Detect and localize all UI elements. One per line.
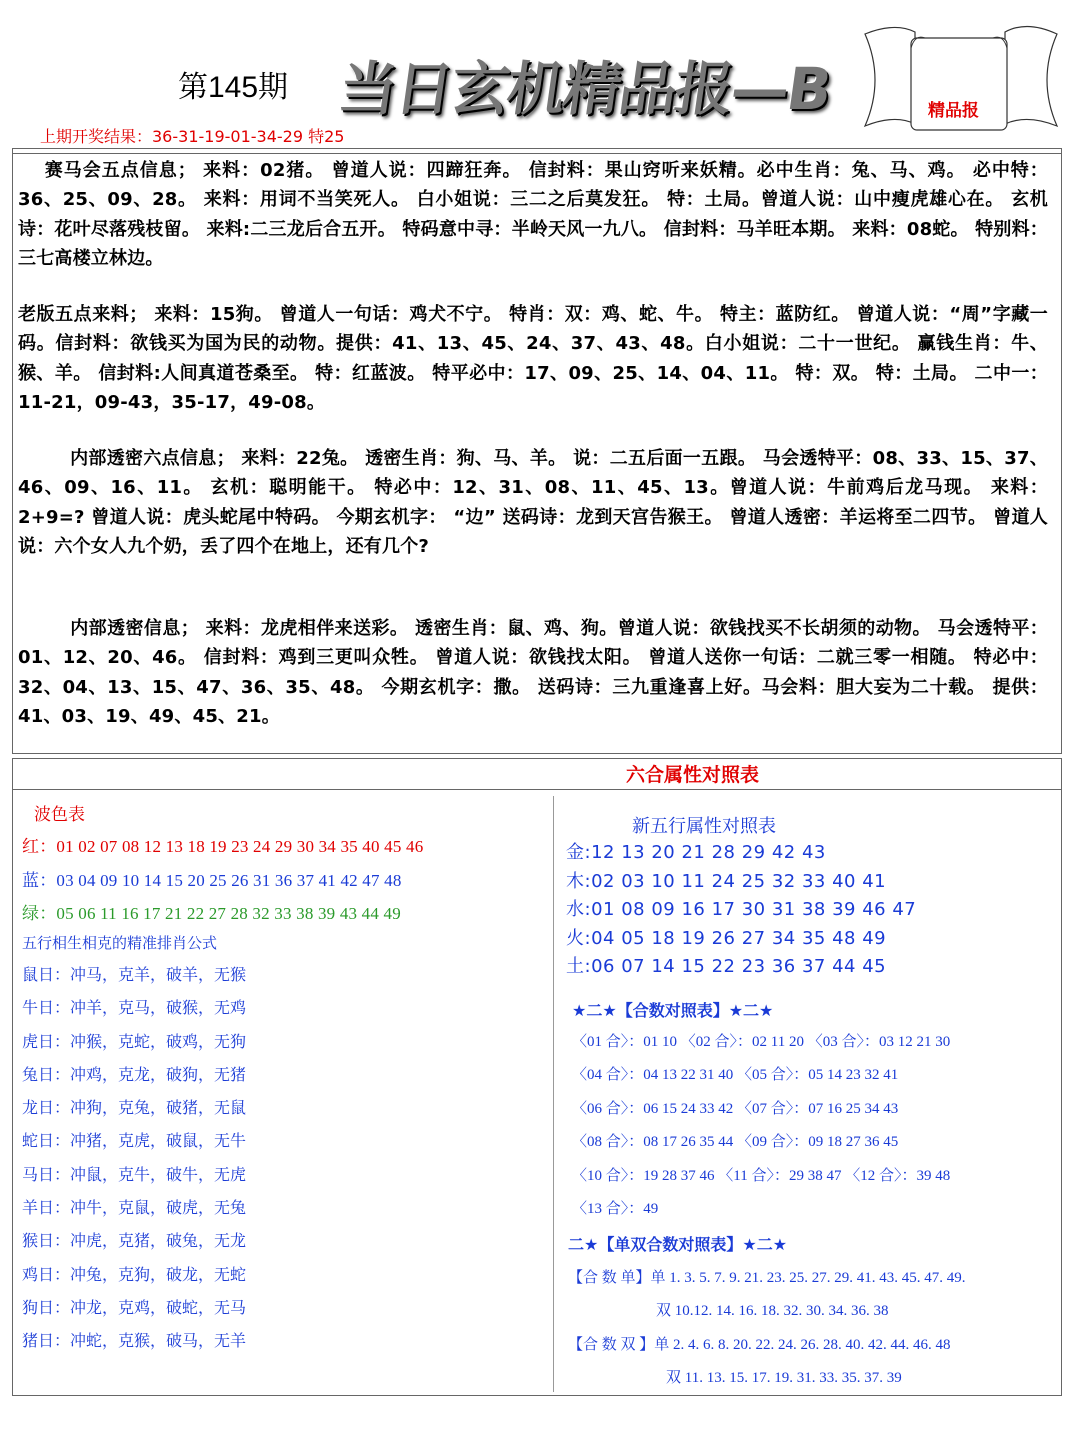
danshuang-odd-even-line: 双 10.12. 14. 16. 18. 32. 30. 34. 36. 38 bbox=[656, 1303, 889, 1319]
zodiac-formula-list bbox=[22, 962, 246, 1362]
list-item: 〈06 合〉：06 15 24 33 42 〈07 合〉：07 16 25 34 43 bbox=[572, 1100, 899, 1117]
paragraph-neibu bbox=[18, 614, 1048, 731]
danshuang-even-line: 【合 数 双 】单 2. 4. 6. 8. 20. 22. 24. 26. 28. 40. 42. 44. 46. 48 bbox=[568, 1337, 951, 1353]
list-item: 牛日：冲羊，克马，破猴，无鸡 bbox=[22, 998, 247, 1018]
badge-text: 精品报 bbox=[928, 101, 979, 121]
wuxing-title: 新五行属性对照表 bbox=[632, 816, 776, 837]
list-item: 羊日：冲牛，克鼠，破虎，无兔 bbox=[22, 1198, 247, 1218]
list-item: 鼠日：冲马，克羊，破羊，无猴 bbox=[22, 965, 247, 984]
paragraph-laoban bbox=[18, 300, 1048, 417]
list-item: 木:02 03 10 11 24 25 32 33 40 41 bbox=[566, 870, 887, 892]
liuhe-table-title: 六合属性对照表 bbox=[626, 764, 760, 786]
danshuang-even-even-line: 双 11. 13. 15. 17. 19. 31. 33. 35. 37. 39 bbox=[666, 1370, 902, 1386]
list-item: 〈04 合〉：04 13 22 31 40 〈05 合〉：05 14 23 32 41 bbox=[572, 1067, 899, 1084]
list-item: 兔日：冲鸡，克龙，破狗，无猪 bbox=[22, 1064, 247, 1084]
list-item: 金:12 13 20 21 28 29 42 43 bbox=[566, 842, 826, 863]
list-item: 火:04 05 18 19 26 27 34 35 48 49 bbox=[566, 927, 887, 949]
logo-title: 当日玄机精品报—B bbox=[334, 55, 835, 123]
list-item: 〈01 合〉：01 10 〈02 合〉：02 11 20 〈03 合〉：03 12 21 30 bbox=[572, 1034, 951, 1050]
last-draw-result: 上期开奖结果：36-31-19-01-34-29 特25 bbox=[40, 127, 345, 146]
list-item: 蛇日：冲猪，克虎，破鼠，无牛 bbox=[22, 1131, 247, 1151]
heshu-list bbox=[572, 1030, 950, 1230]
wave-color-title: 波色表 bbox=[34, 805, 85, 825]
issue-number: 第145期 bbox=[178, 71, 289, 104]
list-item: 猴日：冲虎，克猪，破兔，无龙 bbox=[22, 1231, 247, 1251]
list-item: 龙日：冲狗，克兔，破猪，无鼠 bbox=[22, 1098, 247, 1118]
paragraph-text: 内部透密六点信息； 来料：22兔。 透密生肖：狗、马、羊。 说：二五后面一五跟。 马会透特平：08、33、15、37、46、09、16、11。 玄机：聪明能干。 特必中：12、31、08、11、45、13。曾道人说：牛前鸡后龙马现。 来料：2+9=? 曾道人说：虎头蛇尾中特码。 今期玄机字： “边” 送码诗：龙到天宫告猴王。 曾道人透密：羊运将至二四节。 曾道人说：六个女人九个奶，丢了四个在地上，还有几个? bbox=[18, 448, 1048, 557]
list-item: 马日：冲鼠，克牛，破牛，无虎 bbox=[22, 1164, 247, 1184]
list-item: 鸡日：冲兔，克狗，破龙，无蛇 bbox=[22, 1264, 247, 1284]
wave-red-row: 红：01 02 07 08 12 13 18 19 23 24 29 30 34 35 40 45 46 bbox=[22, 837, 424, 856]
paragraph-saimahui bbox=[18, 156, 1048, 273]
paragraph-text: 老版五点来料； 来料：15狗。 曾道人一句话：鸡犬不宁。 特肖：双：鸡、蛇、牛。 特主：蓝防红。 曾道人说：“周”字藏一码。信封料：欲钱买为国为民的动物。提供：41、13、45、24、37、43、48。白小姐说：二十一世纪。 赢钱生肖：牛、猴、羊。 信封料:人间真道苍桑至。 特：红蓝波。 特平必中：17、09、25、14、04、11。 特：双。 特：土局。 二中一：11-21，09-43，35-17，49-08。 bbox=[18, 304, 1048, 413]
list-item: 〈10 合〉：19 28 37 46 〈11 合〉：29 38 47 〈12 合〉：39 48 bbox=[572, 1167, 951, 1184]
list-item: 〈13 合〉：49 bbox=[572, 1200, 659, 1217]
wuxing-list bbox=[566, 838, 916, 981]
heshu-title: ★二★【合数对照表】★二★ bbox=[572, 1001, 774, 1020]
formula-title: 五行相生相克的精准排肖公式 bbox=[22, 934, 218, 952]
wave-blue-row: 蓝：03 04 09 10 14 15 20 25 26 31 36 37 41 42 47 48 bbox=[22, 871, 402, 890]
scroll-banner-icon bbox=[855, 14, 1065, 142]
danshuang-title: 二★【单双合数对照表】★二★ bbox=[568, 1235, 788, 1254]
list-item: 土:06 07 14 15 22 23 36 37 44 45 bbox=[566, 956, 887, 977]
danshuang-odd-line: 【合 数 单】单 1. 3. 5. 7. 9. 21. 23. 25. 27. 29. 41. 43. 45. 47. 49. bbox=[568, 1270, 966, 1286]
paragraph-neibu-six bbox=[18, 444, 1048, 561]
list-item: 虎日：冲猴，克蛇，破鸡，无狗 bbox=[22, 1031, 247, 1051]
list-item: 狗日：冲龙，克鸡，破蛇，无马 bbox=[22, 1297, 247, 1317]
list-item: 猪日：冲蛇，克猴，破马，无羊 bbox=[22, 1331, 247, 1351]
paragraph-text: 赛马会五点信息； 来料：02猪。 曾道人说：四蹄狂奔。 信封料：果山窍听来妖精。必中生肖：兔、马、鸡。 必中特：36、25、09、28。 来料：用词不当笑死人。 白小姐说：三二之后莫发狂。 特：土局。曾道人说：山中瘦虎雄心在。 玄机诗：花叶尽落残枝留。 来料:二三龙后合五开。 特码意中寻：半岭天风一九八。 信封料：马羊旺本期。 来料：08蛇。 特别料：三七高楼立林边。 bbox=[18, 160, 1048, 269]
list-item: 水:01 08 09 16 17 30 31 38 39 46 47 bbox=[566, 899, 917, 920]
column-divider bbox=[553, 796, 554, 1392]
list-item: 〈08 合〉：08 17 26 35 44 〈09 合〉：09 18 27 36 45 bbox=[572, 1134, 899, 1151]
paragraph-text: 内部透密信息； 来料：龙虎相伴来送彩。 透密生肖：鼠、鸡、狗。曾道人说：欲钱找买不长胡须的动物。 马会透特平：01、12、20、46。 信封料：鸡到三更叫众牲。 曾道人说：欲钱找太阳。 曾道人送你一句话：二就三零一相随。 特必中：32、04、13、15、47、36、35、48。 今期玄机字：撒。 送码诗：三九重逢喜上好。马会料：胆大妄为二十载。 提供：41、03、19、49、45、21。 bbox=[18, 618, 1048, 727]
wave-green-row: 绿：05 06 11 16 17 21 22 27 28 32 33 38 39 43 44 49 bbox=[22, 904, 401, 923]
